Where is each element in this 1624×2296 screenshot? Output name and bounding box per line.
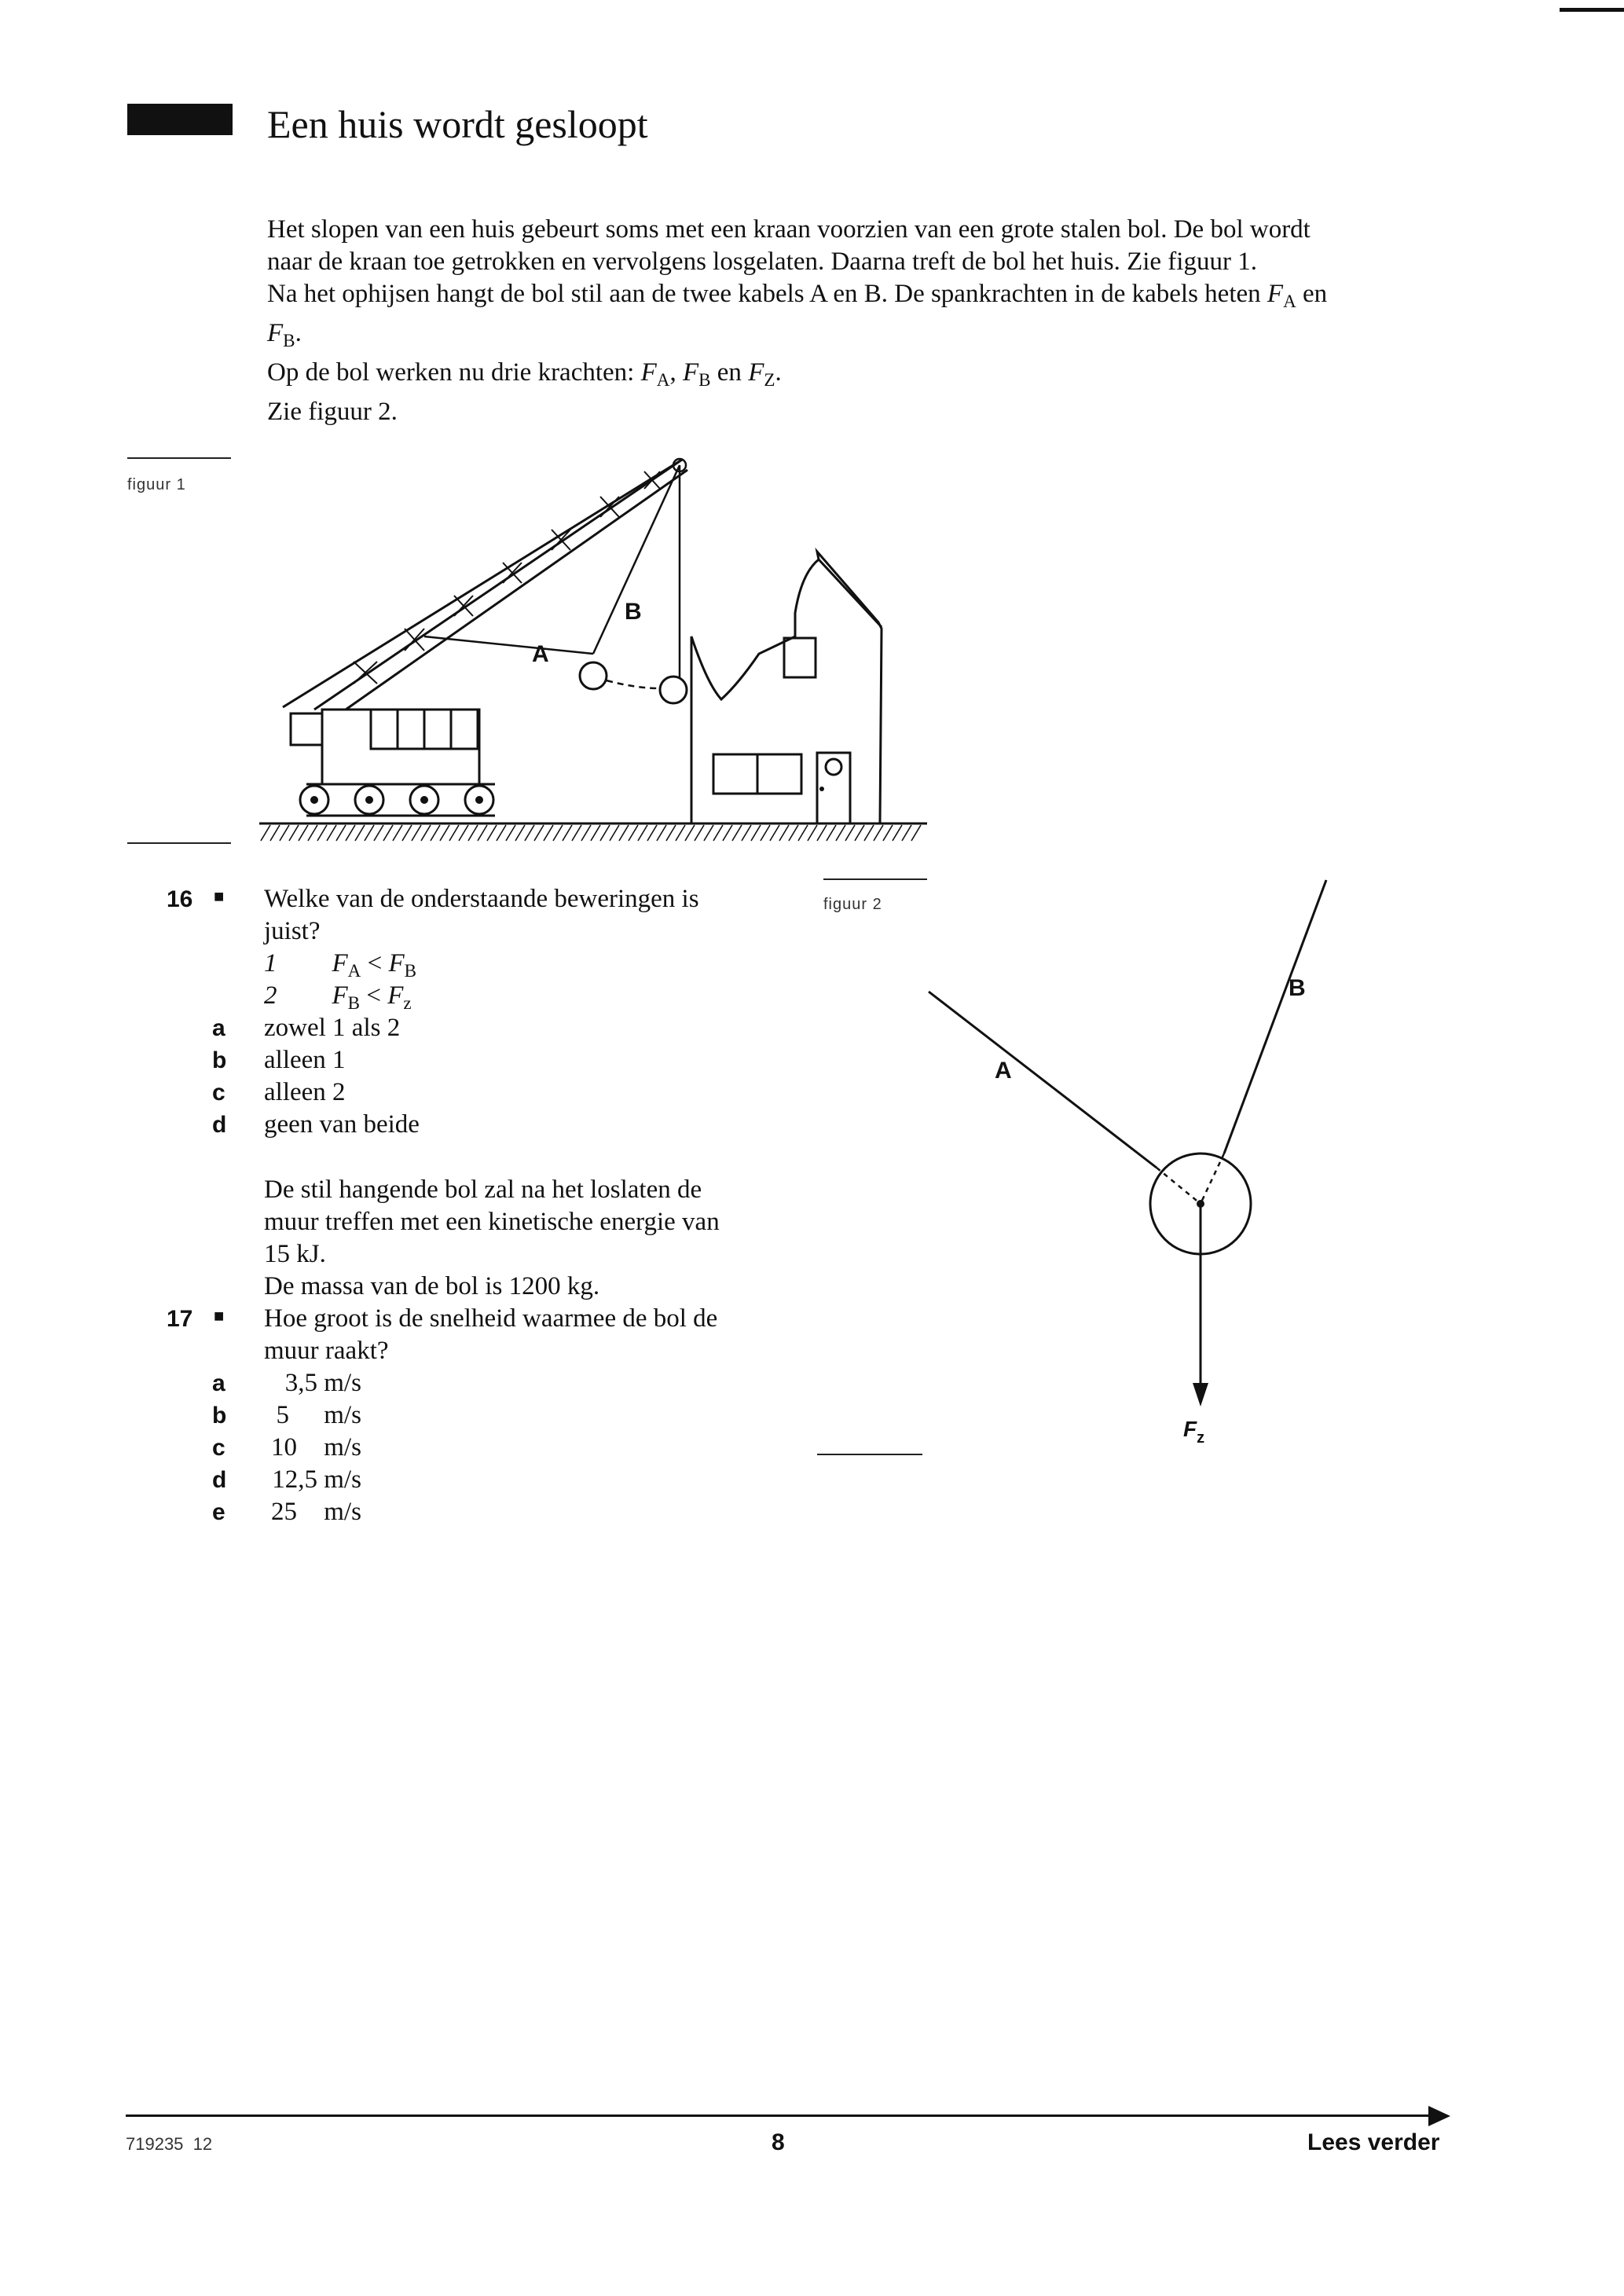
crane-boom-lower	[314, 460, 682, 710]
q17-context-line3: 15 kJ.	[264, 1240, 326, 1268]
footer-arrow-icon	[1428, 2106, 1452, 2126]
figure2-force-diagram	[911, 872, 1351, 1454]
crane-boom-upper	[346, 470, 687, 710]
q16-option-a-letter[interactable]: a	[212, 1015, 225, 1041]
crane-window-4	[451, 710, 478, 749]
q17-option-c-text[interactable]: 10 m/s	[271, 1433, 361, 1462]
figure1-label-a: A	[532, 641, 549, 667]
q17-option-b-text[interactable]: 5 m/s	[276, 1401, 361, 1429]
q17-option-e-letter[interactable]: e	[212, 1499, 225, 1525]
q16-number: 16	[167, 886, 193, 912]
q17-number: 17	[167, 1306, 193, 1332]
figure1-crane-house	[251, 448, 943, 849]
intro-paragraph-4: Zie figuur 2.	[267, 397, 398, 426]
q16-text-line1: Welke van de onderstaande beweringen is	[264, 885, 699, 913]
crane-window-1	[371, 710, 398, 749]
intro-paragraph-2: Na het ophijsen hangt de bol stil aan de twee kabels A en B. De spankrachten in de kabels heten $F_A$ en $F_B$.	[267, 280, 1328, 350]
figure1-label: figuur 1	[127, 476, 186, 493]
q16-option-c-letter[interactable]: c	[212, 1080, 225, 1106]
q17-option-b-letter[interactable]: b	[212, 1403, 227, 1429]
q16-option-b-text[interactable]: alleen 1	[264, 1046, 346, 1074]
crane-counterweight	[291, 713, 322, 745]
cable-b-line	[593, 465, 680, 654]
figure2-cable-a	[929, 992, 1157, 1168]
figure1-bottom-rule	[127, 842, 231, 844]
q17-context-line2: muur treffen met een kinetische energie van	[264, 1208, 720, 1236]
q16-option-a-text[interactable]: zowel 1 als 2	[264, 1014, 401, 1042]
q16-statement-1: 1 $F_A < F_B$	[264, 949, 417, 981]
q17-text-line2: muur raakt?	[264, 1337, 389, 1365]
q16-option-c-text[interactable]: alleen 2	[264, 1078, 346, 1106]
q17-option-d-letter[interactable]: d	[212, 1467, 227, 1493]
footer-next-label: Lees verder	[1307, 2129, 1440, 2155]
crane-window-2	[398, 710, 424, 749]
ground-hatch	[261, 825, 921, 841]
q17-text-line1: Hoe groot is de snelheid waarmee de bol de	[264, 1304, 718, 1333]
q16-option-d-letter[interactable]: d	[212, 1112, 227, 1138]
q17-option-d-text[interactable]: 12,5 m/s	[272, 1465, 361, 1494]
section-marker	[127, 104, 233, 135]
figure1-top-rule	[127, 457, 231, 459]
q16-statement-2: 2 $F_B < F_z$	[264, 981, 412, 1013]
wrecking-ball-pulled	[580, 662, 607, 689]
figure2-label-b: B	[1289, 975, 1306, 1001]
figure2-cable-b	[1224, 880, 1326, 1154]
q17-marker: ■	[214, 1306, 225, 1326]
figure1-label-b: B	[625, 599, 642, 625]
q17-context-line4: De massa van de bol is 1200 kg.	[264, 1272, 600, 1300]
crane-window-3	[424, 710, 451, 749]
intro-text	[267, 214, 1328, 428]
q16-text-line2: juist?	[264, 917, 321, 945]
q17-option-c-letter[interactable]: c	[212, 1435, 225, 1461]
corner-mark	[1560, 8, 1624, 12]
house-outline	[691, 552, 882, 823]
q17-option-e-text[interactable]: 25 m/s	[271, 1498, 361, 1526]
wrecking-ball-hanging	[660, 677, 687, 703]
footer-rule	[126, 2114, 1434, 2117]
q16-option-d-text[interactable]: geen van beide	[264, 1110, 420, 1139]
figure2-label-a: A	[995, 1058, 1012, 1084]
page-title: Een huis wordt gesloopt	[267, 102, 648, 146]
q17-option-a-text[interactable]: 3,5 m/s	[284, 1369, 361, 1397]
intro-paragraph-3: Op de bol werken nu drie krachten: $F_A$, $F_B$ en $F_Z$.	[267, 358, 782, 390]
footer-code: 719235 12	[126, 2134, 213, 2154]
q16-marker: ■	[214, 886, 225, 906]
figure2-label: figuur 2	[823, 896, 882, 913]
figure2-label-fz: $F_z$	[1183, 1417, 1205, 1447]
q16-option-b-letter[interactable]: b	[212, 1047, 227, 1073]
figure2-bottom-rule	[817, 1454, 922, 1455]
cable-a-line	[424, 636, 593, 654]
swing-path	[607, 680, 660, 688]
intro-paragraph-1: Het slopen van een huis gebeurt soms met een kraan voorzien van een grote stalen bol. De bol wordt naar de kraan toe getrokken en vervolgens losgelaten. Daarna treft de bol het huis. Zie figuur 1.	[267, 215, 1311, 276]
footer-page-number: 8	[772, 2129, 785, 2155]
q17-option-a-letter[interactable]: a	[212, 1370, 225, 1396]
house-broken-window	[784, 638, 816, 677]
q17-context-line1: De stil hangende bol zal na het loslaten de	[264, 1176, 702, 1204]
